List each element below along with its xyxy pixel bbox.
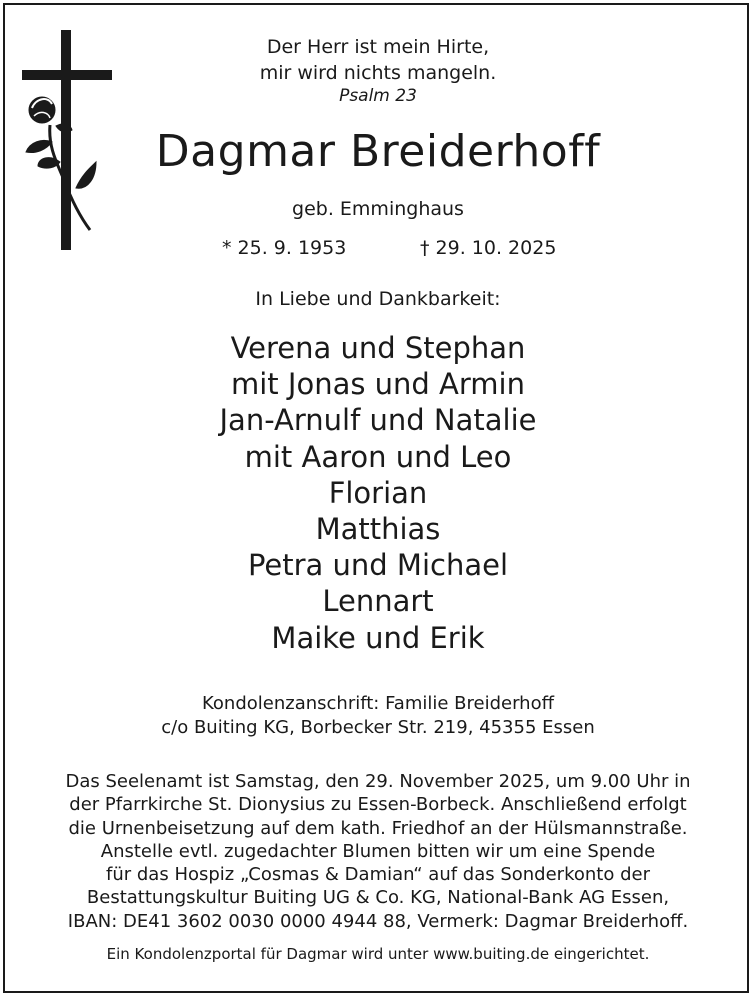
deceased-name: Dagmar Breiderhoff <box>155 126 601 177</box>
birth-date: * 25. 9. 1953 <box>222 237 347 259</box>
service-line: die Urnenbeisetzung auf dem kath. Friedhof an der Hülsmannstraße. <box>68 817 688 839</box>
service-line: Anstelle evtl. zugedachter Blumen bitten wir um eine Spende <box>100 840 656 862</box>
mourner-entry: mit Jonas und Armin <box>231 367 525 402</box>
mourner-entry: Matthias <box>315 512 441 547</box>
condolence-portal-note: Ein Kondolenzportal für Dagmar wird unter www.buiting.de eingerichtet. <box>106 945 650 963</box>
psalm-reference: Psalm 23 <box>339 86 417 106</box>
service-line: der Pfarrkirche St. Dionysius zu Essen-Borbeck. Anschließend erfolgt <box>69 794 687 816</box>
service-line: Bestattungskultur Buiting UG & Co. KG, National-Bank AG Essen, <box>86 887 670 909</box>
death-date: † 29. 10. 2025 <box>420 237 557 259</box>
service-line: IBAN: DE41 3602 0030 0000 4944 88, Vermerk: Dagmar Breiderhoff. <box>67 910 689 932</box>
mourner-entry: Jan-Arnulf und Natalie <box>219 403 537 438</box>
birth-name: geb. Emminghaus <box>292 198 464 220</box>
service-line: Das Seelenamt ist Samstag, den 29. November 2025, um 9.00 Uhr in <box>65 771 691 792</box>
psalm-line: Der Herr ist mein Hirte, <box>266 36 490 58</box>
mourners-list <box>0 330 756 656</box>
mourner-entry: mit Aaron und Leo <box>244 439 512 474</box>
psalm-quote <box>0 34 756 86</box>
mourner-entry: Petra und Michael <box>247 548 509 583</box>
service-line: für das Hospiz „Cosmas & Damian“ auf das Sonderkonto der <box>106 864 650 886</box>
psalm-line: mir wird nichts mangeln. <box>259 62 497 84</box>
mourners-intro: In Liebe und Dankbarkeit: <box>255 288 501 310</box>
address-line: Kondolenzanschrift: Familie Breiderhoff <box>202 693 554 714</box>
mourner-entry: Florian <box>328 475 428 510</box>
mourner-entry: Lennart <box>322 584 434 619</box>
service-details <box>0 770 756 933</box>
mourner-entry: Verena und Stephan <box>230 331 526 365</box>
address-line: c/o Buiting KG, Borbecker Str. 219, 45355 Essen <box>161 717 595 738</box>
condolence-address <box>0 692 756 740</box>
mourner-entry: Maike und Erik <box>271 620 485 655</box>
